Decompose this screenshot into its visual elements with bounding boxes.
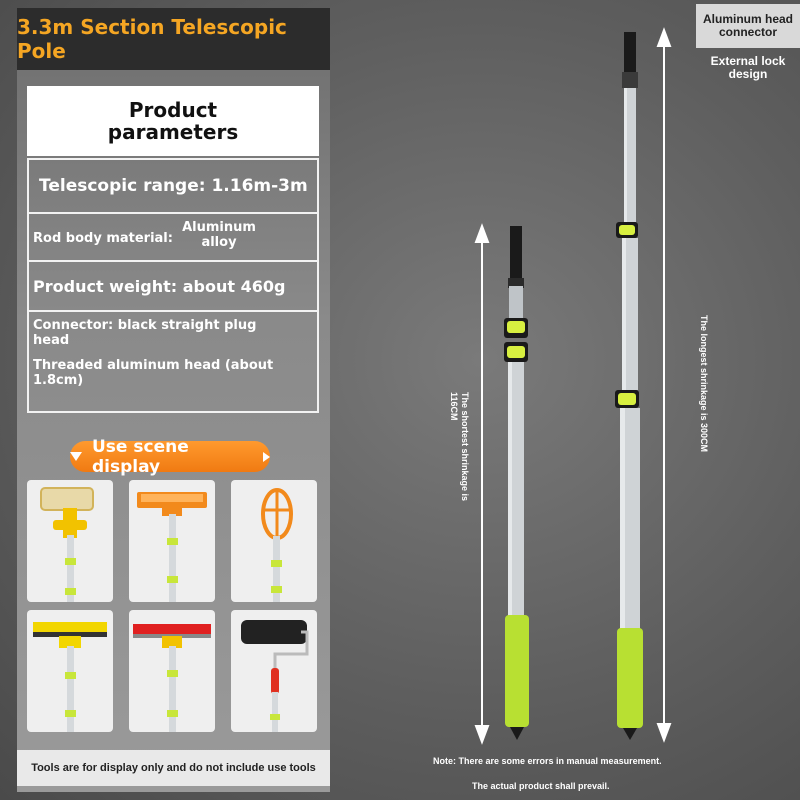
use-scene-label: Use scene display xyxy=(92,436,189,477)
connector-callout-line1: Aluminum head xyxy=(702,12,793,26)
longest-length-label: The longest shrinkage is 300CM xyxy=(699,315,709,453)
short-pole xyxy=(504,226,529,740)
lock-callout xyxy=(700,55,796,81)
rod-material-value-line1: Aluminum xyxy=(182,220,256,235)
short-measure-arrow xyxy=(476,226,488,742)
long-pole xyxy=(615,32,643,740)
connector-callout-line2: connector xyxy=(718,25,777,39)
weight-text: Product weight: about 460g xyxy=(33,276,286,296)
shortest-length-label xyxy=(448,392,470,501)
lock-callout-line1: External lock xyxy=(710,54,786,68)
parameters-heading-line2: parameters xyxy=(107,120,239,144)
rod-material-value-line2: alloy xyxy=(201,235,237,250)
page-title: 3.3m Section Telescopic Pole xyxy=(17,15,287,63)
prevail-note: The actual product shall prevail. xyxy=(472,781,610,791)
threaded-head-text: Threaded aluminum head (about 1.8cm) xyxy=(33,358,274,388)
parameters-heading-line1: Product xyxy=(128,98,218,122)
telescopic-range-text: Telescopic range: 1.16m-3m xyxy=(39,176,308,196)
long-measure-arrow xyxy=(658,30,670,740)
connector-text: Connector: black straight plug head xyxy=(33,318,257,348)
connector-callout xyxy=(696,4,800,48)
shortest-length-line1: The shortest shrinkage is xyxy=(460,392,470,502)
measurement-note: Note: There are some errors in manual measurement. xyxy=(433,756,662,766)
shortest-length-line2: 116CM xyxy=(449,392,459,421)
disclaimer-text: Tools are for display only and do not include use tools xyxy=(31,762,316,774)
lock-callout-line2: design xyxy=(728,67,768,81)
rod-material-label: Rod body material: xyxy=(33,231,173,246)
